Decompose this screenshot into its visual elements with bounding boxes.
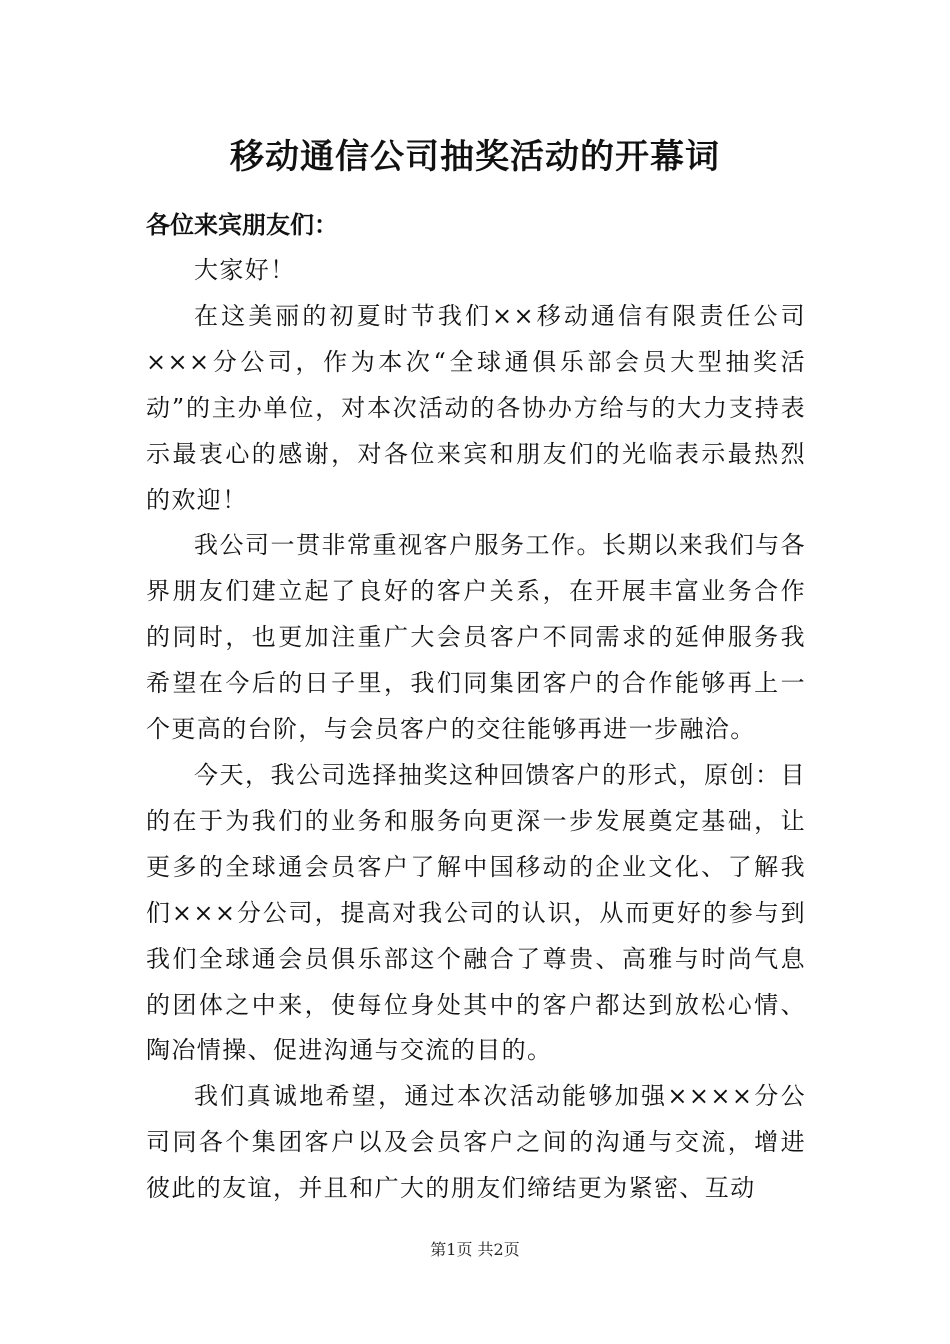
paragraph-hope: 我们真诚地希望，通过本次活动能够加强××××分公司同各个集团客户以及会员客户之间的沟通与交流，增进彼此的友谊，并且和广大的朋友们缔结更为紧密、互动	[146, 1082, 806, 1203]
paragraph-service: 我公司一贯非常重视客户服务工作。长期以来我们与各界朋友们建立起了良好的客户关系，在开展丰富业务合作的同时，也更加注重广大会员客户不同需求的延伸服务我希望在今后的日子里，我们同集团客户的合作能够再上一个更高的台阶，与会员客户的交往能够再进一步融洽。	[146, 531, 806, 744]
document-body	[146, 248, 806, 1212]
page-number-footer: 第1页 共2页	[430, 1240, 520, 1259]
paragraph-purpose: 今天，我公司选择抽奖这种回馈客户的形式，原创：目的在于为我们的业务和服务向更深一步发展奠定基础，让更多的全球通会员客户了解中国移动的企业文化、了解我们×××分公司，提高对我公司的认识，从而更好的参与到我们全球通会员俱乐部这个融合了尊贵、高雅与时尚气息的团体之中来，使每位身处其中的客户都达到放松心情、陶冶情操、促进沟通与交流的目的。	[146, 760, 806, 1065]
salutation: 各位来宾朋友们：	[146, 210, 338, 239]
document-title: 移动通信公司抽奖活动的开幕词	[230, 137, 720, 177]
paragraph-welcome: 在这美丽的初夏时节我们××移动通信有限责任公司×××分公司，作为本次“全球通俱乐部会员大型抽奖活动”的主办单位，对本次活动的各协办方给与的大力支持表示最衷心的感谢，对各位来宾和朋友们的光临表示最热烈的欢迎！	[146, 301, 806, 514]
paragraph-greeting: 大家好！	[194, 256, 296, 284]
